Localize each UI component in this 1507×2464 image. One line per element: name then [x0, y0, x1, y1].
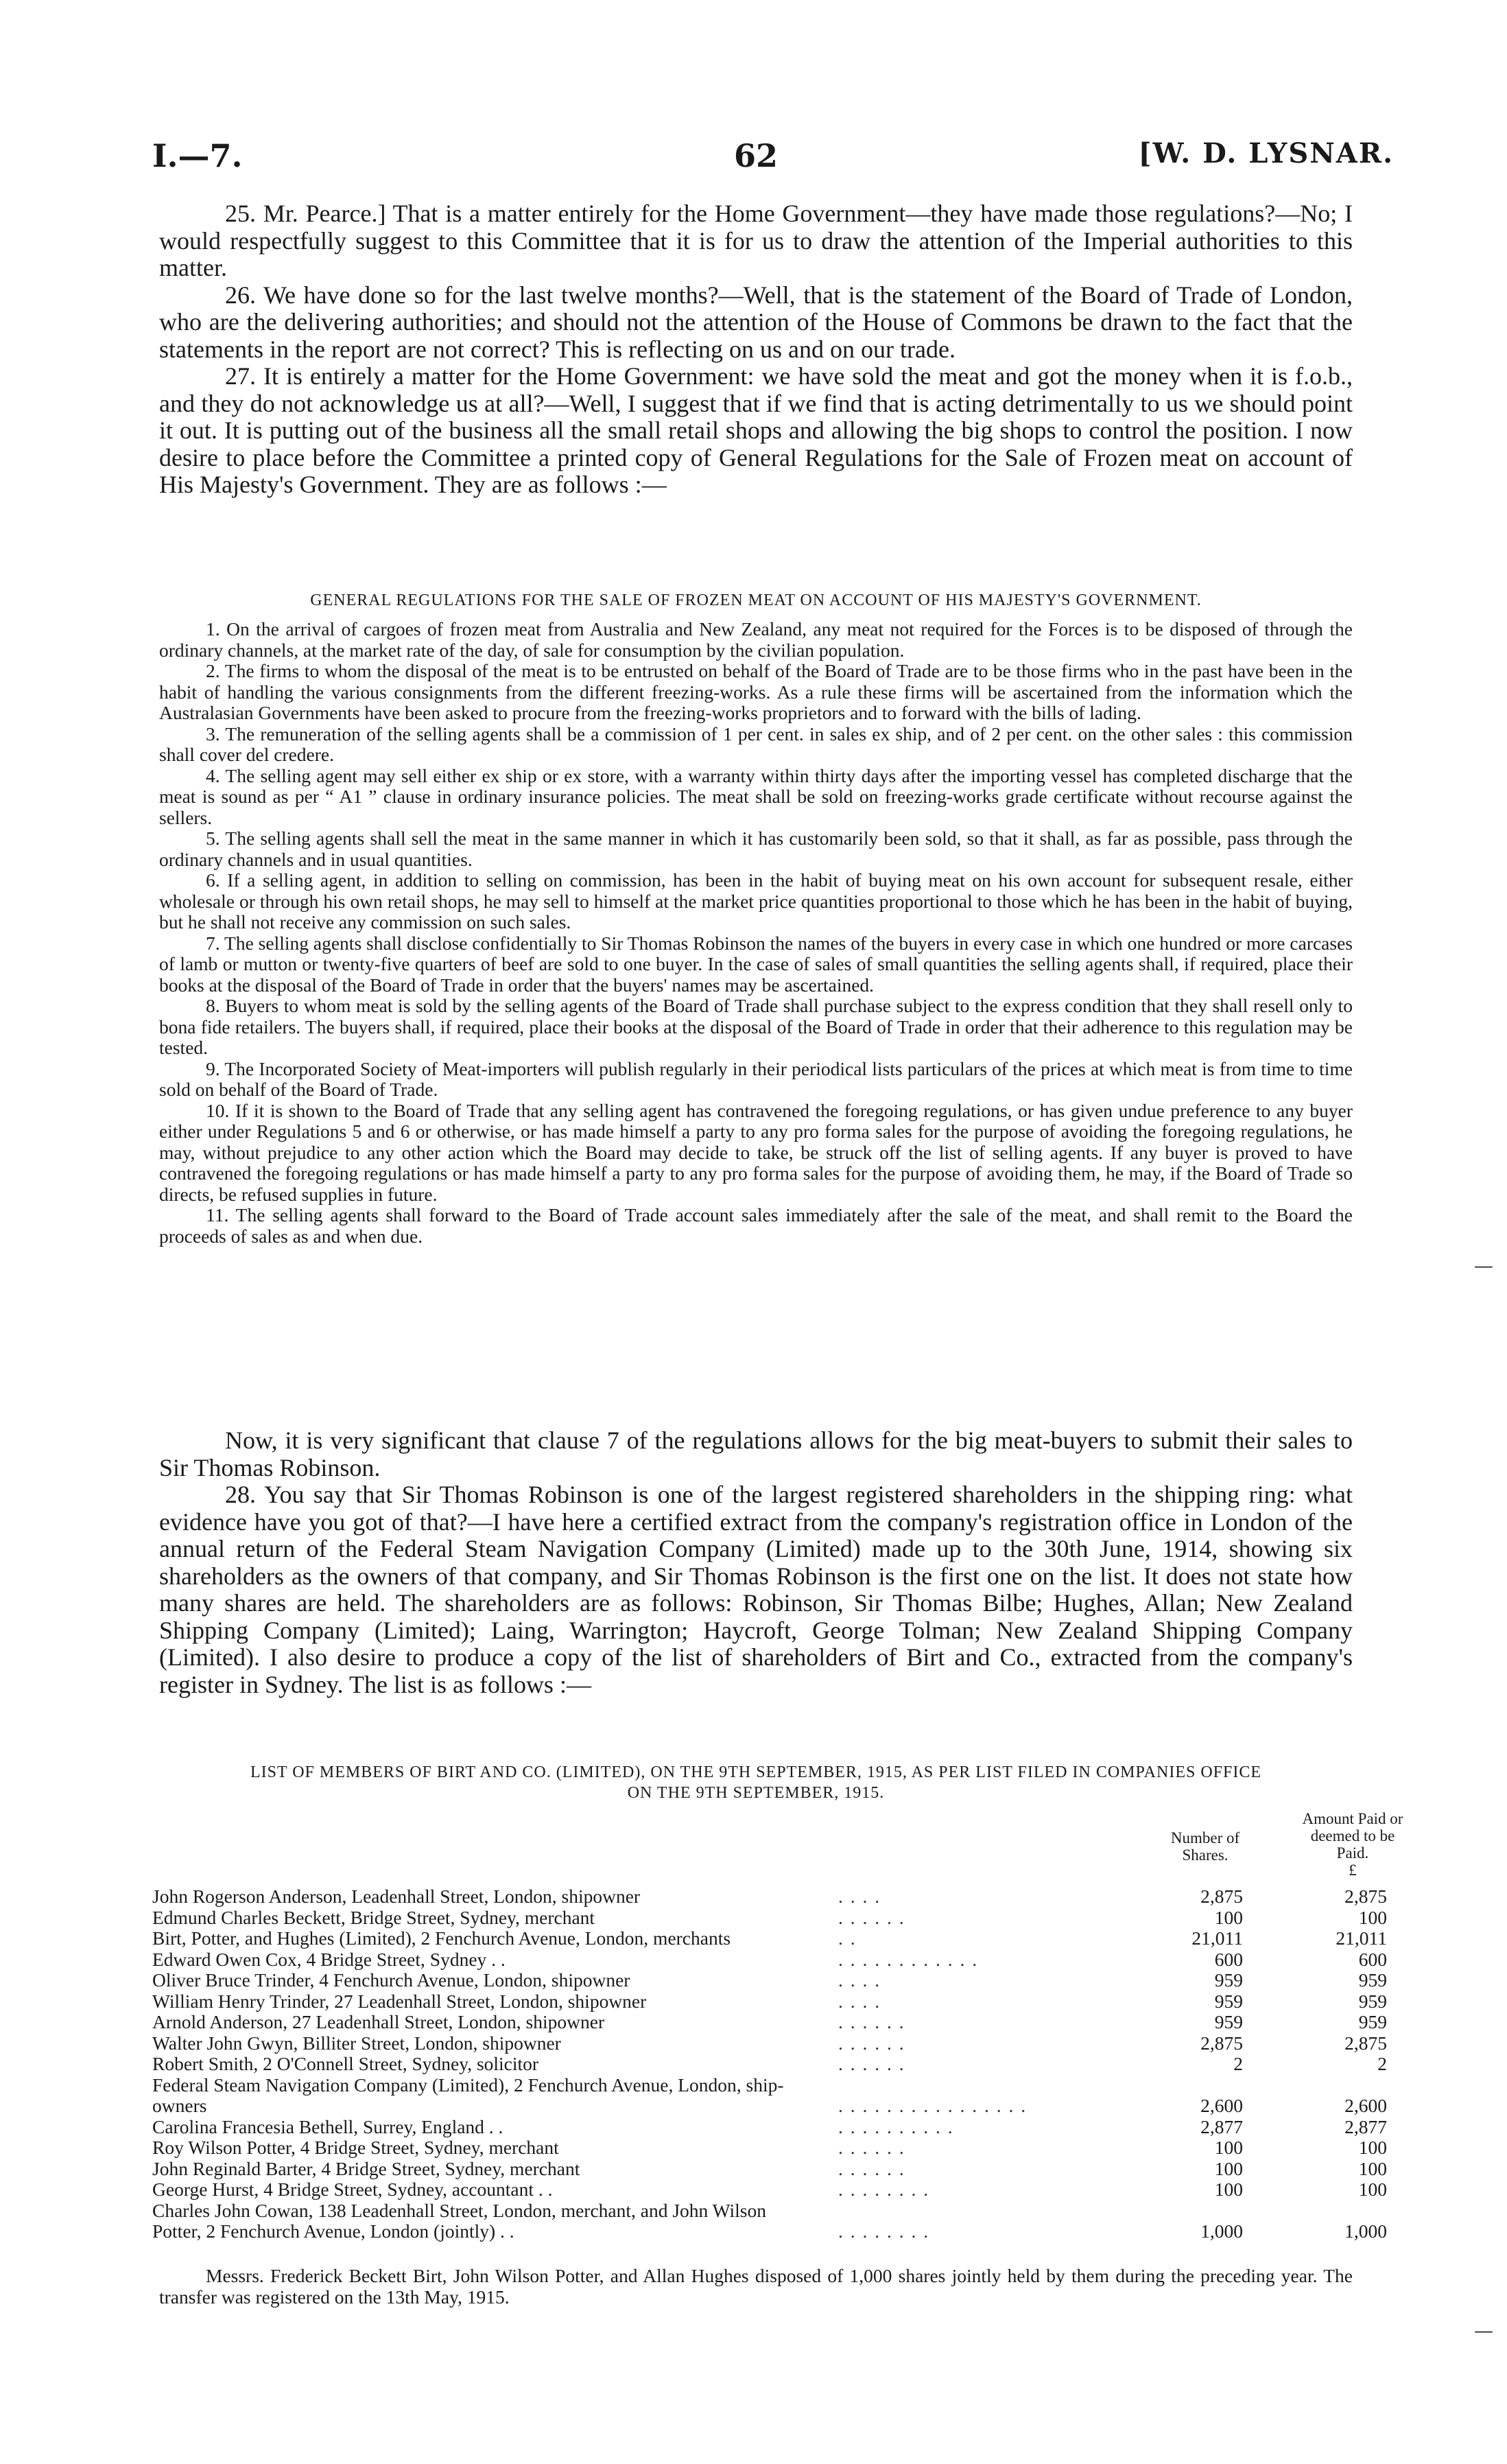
paragraph-26: 26. We have done so for the last twelve months?—Well, that is the statement of the Board of Trade of London, who are the delivering authorities; and should not the attention of the House of Commons be drawn to the fact that the statements in the report are not correct? This is reflecting on us and on our trade.	[159, 281, 1353, 363]
margin-mark: —	[1474, 1254, 1493, 1277]
regulation-1: 1. On the arrival of cargoes of frozen meat from Australia and New Zealand, any meat not required for the Forces is to be disposed of through the ordinary channels, at the market rate of the day, of sale for consumption by the civilian population.	[159, 618, 1353, 661]
witness-name: [W. D. LYSNAR.	[1138, 137, 1394, 169]
amount-paid-cell: 959	[1358, 1990, 1387, 2012]
table-row	[152, 1886, 1387, 1907]
leader-dots: . . . . . .	[838, 2137, 905, 2158]
shareholder-name: George Hurst, 4 Bridge Street, Sydney, accountant . .	[152, 2179, 553, 2200]
table-row	[152, 2095, 1387, 2116]
shares-cell: 100	[1214, 1906, 1243, 1928]
amount-paid-cell: 2	[1377, 2053, 1387, 2074]
shares-cell: 2,600	[1200, 2095, 1243, 2116]
amount-paid-cell: 2,877	[1344, 2115, 1387, 2137]
column-header-amount: Amount Paid or deemed to be Paid. £	[1284, 1810, 1421, 1879]
shareholder-name: John Reginald Barter, 4 Bridge Street, Sydney, merchant	[152, 2157, 580, 2179]
table-row	[152, 2074, 1353, 2096]
amount-paid-cell: 21,011	[1336, 1927, 1387, 1949]
shareholder-name: William Henry Trinder, 27 Leadenhall Street, London, shipowner	[152, 1990, 647, 2012]
amount-paid-cell: 2,875	[1344, 1886, 1387, 1907]
shareholders-table	[152, 1810, 1403, 2256]
shareholder-name: Walter John Gwyn, Billiter Street, London, shipowner	[152, 2032, 561, 2054]
table-row	[152, 2032, 1387, 2054]
shares-cell: 2,875	[1200, 2032, 1243, 2054]
page-header	[152, 137, 1394, 178]
shareholder-name: Potter, 2 Fenchurch Avenue, London (jointly) . .	[152, 2220, 514, 2242]
amount-paid-cell: 100	[1358, 2137, 1387, 2158]
shareholder-name: Edward Owen Cox, 4 Bridge Street, Sydney . .	[152, 1948, 506, 1970]
amount-paid-cell: 100	[1358, 1906, 1387, 1928]
table-row	[152, 2200, 1353, 2221]
amount-paid-cell: 1,000	[1344, 2220, 1387, 2242]
leader-dots: . . . . . . . .	[838, 2179, 930, 2200]
shares-cell: 959	[1214, 1969, 1243, 1991]
table-row	[152, 2157, 1387, 2179]
table-row	[152, 1906, 1387, 1928]
amount-paid-cell: 100	[1358, 2179, 1387, 2200]
leader-dots: . . . .	[838, 1990, 881, 2012]
paragraph-28: 28. You say that Sir Thomas Robinson is one of the largest registered shareholders in the shipping ring: what evidence have you got of that?—I have here a certified extract from the company's registration office in London of the annual return of the Federal Steam Navigation Company (Limited) made up to the 30th June, 1914, showing six shareholders as the owners of that company, and Sir Thomas Robinson is the first one on the list. It does not state how many shares are held. The shareholders are as follows: Robinson, Sir Thomas Bilbe; Hughes, Allan; New Zealand Shipping Company (Limited); Laing, Warrington; Haycroft, George Tolman; New Zealand Shipping Company (Limited). I also desire to produce a copy of the list of shareholders of Birt and Co., extracted from the company's register in Sydney. The list is as follows :—	[159, 1481, 1353, 1698]
shares-cell: 959	[1214, 2011, 1243, 2032]
shares-cell: 2	[1233, 2053, 1243, 2074]
shareholder-name: Oliver Bruce Trinder, 4 Fenchurch Avenue, London, shipowner	[152, 1969, 630, 1991]
amount-paid-cell: 959	[1358, 2011, 1387, 2032]
table-row	[152, 1948, 1387, 1970]
table-row	[152, 2220, 1387, 2242]
shares-cell: 1,000	[1200, 2220, 1243, 2242]
shareholder-name: Edmund Charles Beckett, Bridge Street, Sydney, merchant	[152, 1906, 595, 1928]
shareholder-name: John Rogerson Anderson, Leadenhall Street, London, shipowner	[152, 1886, 641, 1907]
regulation-9: 9. The Incorporated Society of Meat-importers will publish regularly in their periodical lists particulars of the prices at which meat is from time to time sold on behalf of the Board of Trade.	[159, 1057, 1353, 1100]
closing-note	[159, 2266, 1353, 2308]
currency-symbol: £	[1349, 1862, 1357, 1879]
amount-paid-cell: 959	[1358, 1969, 1387, 1991]
regulation-11: 11. The selling agents shall forward to the Board of Trade account sales immediately after the sale of the meat, and shall remit to the Board the proceeds of sales as and when due.	[159, 1204, 1353, 1247]
regulations-list	[159, 619, 1353, 1247]
closing-paragraph: Messrs. Frederick Beckett Birt, John Wilson Potter, and Allan Hughes disposed of 1,000 shares jointly held by them during the preceding year. The transfer was registered on the 13th May, 1915.	[159, 2265, 1353, 2308]
page-number: 62	[733, 137, 778, 174]
shares-cell: 959	[1214, 1990, 1243, 2012]
leader-dots: . . . . . .	[838, 2011, 905, 2032]
table-row	[152, 2053, 1387, 2074]
regulation-3: 3. The remuneration of the selling agents shall be a commission of 1 per cent. in sales ex ship, and of 2 per cent. on the other sales : this commission shall cover del credere.	[159, 723, 1353, 765]
leader-dots: . . . . . . . . . . . .	[838, 1948, 979, 1970]
leader-dots: . . . . . . . . . . . . . . . .	[838, 2095, 1028, 2116]
amount-paid-cell: 600	[1358, 1948, 1387, 1970]
paragraph-clause-7: Now, it is very significant that clause 7 of the regulations allows for the big meat-buyers to submit their sales to Sir Thomas Robinson.	[159, 1427, 1353, 1481]
table-row	[152, 1990, 1387, 2012]
leader-dots: . .	[838, 1927, 857, 1949]
regulation-10: 10. If it is shown to the Board of Trade that any selling agent has contravened the foregoing regulations, or has given undue preference to any buyer either under Regulations 5 and 6 or otherwise, or has made himself a party to any pro forma sales for the purpose of avoiding the foregoing regulations, he may, without prejudice to any other action which the Board may decide to take, be struck off the list of selling agents. If any buyer is proved to have contravened the foregoing regulations or has made himself a party to any pro forma sales for the purpose of avoiding them, he may, if the Board of Trade so directs, be refused supplies in future.	[159, 1099, 1353, 1205]
amount-paid-cell: 2,875	[1344, 2032, 1387, 2054]
paragraph-25: 25. Mr. Pearce.] That is a matter entirely for the Home Government—they have made those regulations?—No; I would respectfully suggest to this Committee that it is for us to draw the attention of the Imperial authorities to this matter.	[159, 200, 1353, 281]
regulation-4: 4. The selling agent may sell either ex ship or ex store, with a warranty within thirty days after the importing vessel has completed discharge that the meat is sound as per “ A1 ” clause in ordinary insurance policies. The meat shall be sold on freezing-works grade certificate without recourse against the sellers.	[159, 764, 1353, 828]
table-row	[152, 1969, 1387, 1991]
leader-dots: . . . . . .	[838, 2032, 905, 2054]
leader-dots: . . . . . .	[838, 1906, 905, 1928]
regulation-6: 6. If a selling agent, in addition to selling on commission, has been in the habit of buying meat on his own account for subsequent resale, either wholesale or through his own retail shops, he may sell to himself at the market price quantities proportional to those which he has been in the habit of buying, but he shall not receive any commission on such sales.	[159, 869, 1353, 932]
paragraph-27: 27. It is entirely a matter for the Home Government: we have sold the meat and got the money when it is f.o.b., and they do not acknowledge us at all?—Well, I suggest that if we find that is acting detrimentally to us we should point it out. It is putting out of the business all the small retail shops and allowing the big shops to control the position. I now desire to place before the Committee a printed copy of General Regulations for the Sale of Frozen meat on account of His Majesty's Government. They are as follows :—	[159, 362, 1353, 498]
table-row	[152, 2011, 1387, 2032]
evidence-top	[159, 200, 1353, 499]
table-title-line-1: LIST OF MEMBERS OF BIRT AND CO. (LIMITED), ON THE 9TH SEPTEMBER, 1915, AS PER LIST FILED IN COMPANIES OFFICE	[250, 1763, 1262, 1781]
shares-cell: 600	[1214, 1948, 1243, 1970]
evidence-middle	[159, 1427, 1353, 1698]
shares-cell: 21,011	[1191, 1927, 1243, 1949]
leader-dots: . . . . . .	[838, 2053, 905, 2074]
table-title-line-2: ON THE 9TH SEPTEMBER, 1915.	[627, 1784, 885, 1802]
shares-cell: 2,875	[1200, 1886, 1243, 1907]
regulation-2: 2. The firms to whom the disposal of the meat is to be entrusted on behalf of the Board of Trade are to be those firms who in the past have been in the habit of handling the various consignments from the different freezing-works. As a rule these firms will be ascertained from the information which the Australasian Governments have been asked to procure from the freezing-works proprietors and to forward with the bills of lading.	[159, 660, 1353, 723]
margin-mark: —	[1474, 2319, 1493, 2342]
leader-dots: . . . . . .	[838, 2157, 905, 2179]
regulation-8: 8. Buyers to whom meat is sold by the selling agents of the Board of Trade shall purchase subject to the express condition that they shall resell only to bona fide retailers. The buyers shall, if required, place their books at the disposal of the Board of Trade in order that their adherence to this regulation may be tested.	[159, 995, 1353, 1058]
amount-paid-cell: 100	[1358, 2157, 1387, 2179]
regulations-title: GENERAL REGULATIONS FOR THE SALE OF FROZEN MEAT ON ACCOUNT OF HIS MAJESTY'S GOVERNMENT.	[310, 591, 1202, 609]
regulation-5: 5. The selling agents shall sell the meat in the same manner in which it has customarily been sold, so that it shall, as far as possible, pass through the ordinary channels and in usual quantities.	[159, 828, 1353, 870]
shareholder-name: Arnold Anderson, 27 Leadenhall Street, London, shipowner	[152, 2011, 605, 2032]
table-row	[152, 2179, 1387, 2200]
regulation-7: 7. The selling agents shall disclose confidentially to Sir Thomas Robinson the names of the buyers in every case in which one hundred or more carcases of lamb or mutton or twenty-five quarters of beef are sold to one buyer. In the case of sales of small quantities the selling agents shall, if required, place their books at the disposal of the Board of Trade in order that the buyers' names may be ascertained.	[159, 932, 1353, 996]
table-row	[152, 2115, 1387, 2137]
leader-dots: . . . . . . . .	[838, 2220, 930, 2242]
shareholder-name: Federal Steam Navigation Company (Limited), 2 Fenchurch Avenue, London, ship-	[152, 2074, 784, 2096]
shares-cell: 100	[1214, 2179, 1243, 2200]
amount-paid-cell: 2,600	[1344, 2095, 1387, 2116]
shareholder-name: Birt, Potter, and Hughes (Limited), 2 Fenchurch Avenue, London, merchants	[152, 1927, 731, 1949]
shareholder-name: owners	[152, 2095, 207, 2116]
shareholder-name: Charles John Cowan, 138 Leadenhall Street, London, merchant, and John Wilson	[152, 2199, 767, 2221]
table-row	[152, 1927, 1387, 1949]
table-row	[152, 2137, 1387, 2158]
shares-cell: 100	[1214, 2157, 1243, 2179]
shares-cell: 2,877	[1200, 2115, 1243, 2137]
column-header-shares: Number of Shares.	[1170, 1829, 1240, 1864]
shares-cell: 100	[1214, 2137, 1243, 2158]
paper-reference: I.—7.	[152, 137, 243, 174]
table-title	[159, 1762, 1353, 1803]
shareholder-name: Robert Smith, 2 O'Connell Street, Sydney, solicitor	[152, 2053, 539, 2074]
shareholder-name: Roy Wilson Potter, 4 Bridge Street, Sydney, merchant	[152, 2137, 559, 2158]
leader-dots: . . . .	[838, 1886, 881, 1907]
leader-dots: . . . .	[838, 1969, 881, 1991]
leader-dots: . . . . . . . . . .	[838, 2115, 954, 2137]
shareholder-name: Carolina Francesia Bethell, Surrey, England . .	[152, 2115, 503, 2137]
